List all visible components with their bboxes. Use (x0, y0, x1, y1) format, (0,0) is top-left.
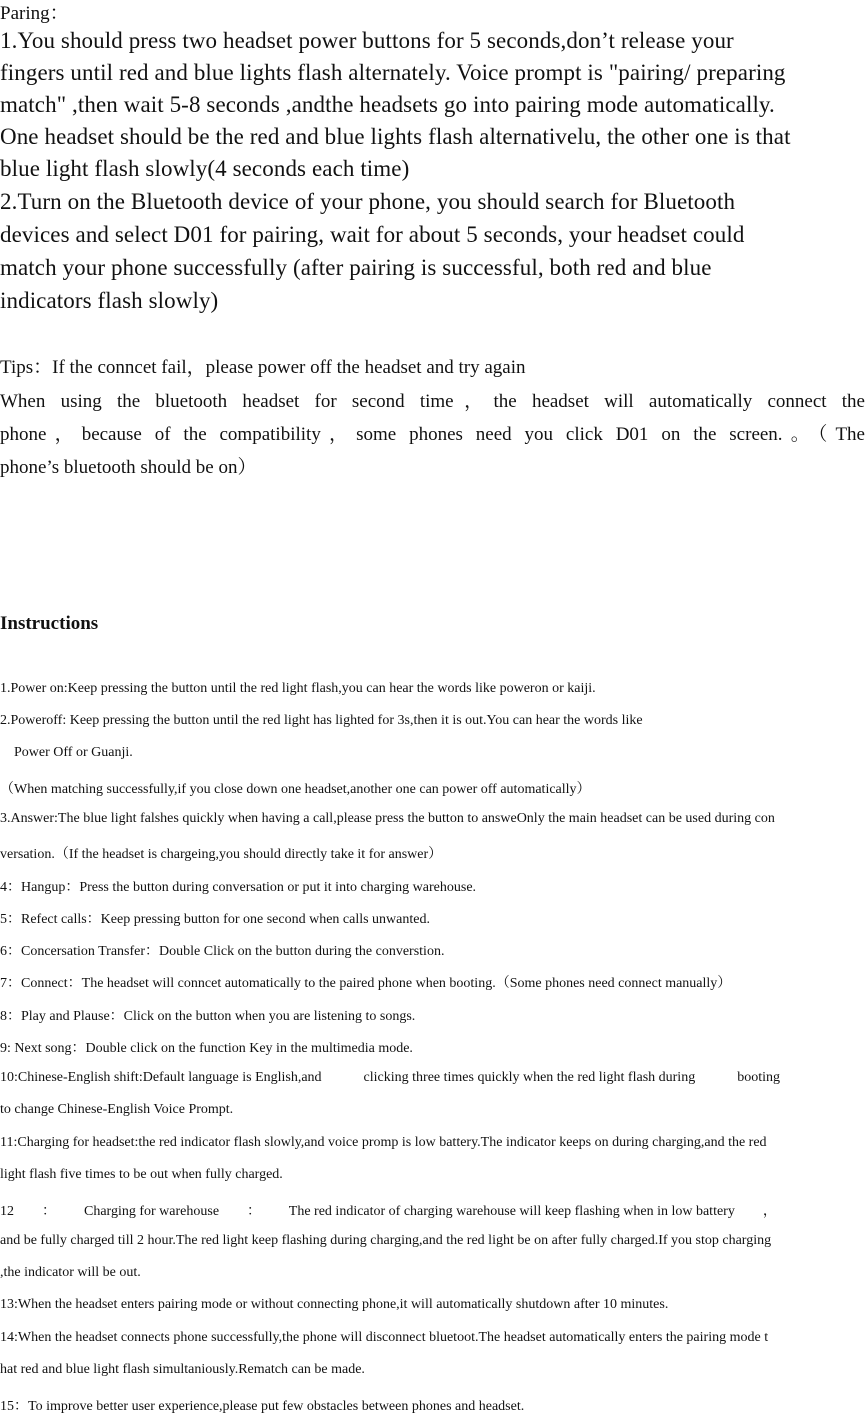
pairing-line: fingers until red and blue lights flash alternately. Voice prompt is "pairing/ preparing (0, 60, 786, 85)
instructions-title: Instructions (0, 613, 99, 634)
instruction-line: and be fully charged till 2 hour.The red light keep flashing during charging,and the red light be on after fully charged.If you stop charging (0, 1233, 772, 1248)
instruction-line: 1.Power on:Keep pressing the button until the red light flash,you can hear the words like poweron or kaiji. (0, 681, 596, 696)
instruction-line: 8：Play and Plause：Click on the button when you are listening to songs. (0, 1009, 416, 1024)
pairing-line: 1.You should press two headset power buttons for 5 seconds,don’t release your (0, 28, 734, 53)
instruction-line: （When matching successfully,if you close down one headset,another one can power off automatically） (0, 782, 591, 797)
instruction-line: 13:When the headset enters pairing mode or without connecting phone,it will automatically shutdown after 10 minutes. (0, 1297, 669, 1312)
instruction-line: hat red and blue light flash simultaniously.Rematch can be made. (0, 1362, 365, 1377)
instruction-line: 4：Hangup：Press the button during conversation or put it into charging warehouse. (0, 880, 477, 895)
tips-line: phone，because of the compatibility，some phones need you click D01 on the screen.。（The (0, 424, 865, 445)
pairing-heading: Paring： (0, 3, 69, 24)
pairing-line: devices and select D01 for pairing, wait for about 5 seconds, your headset could (0, 222, 745, 247)
pairing-line: blue light flash slowly(4 seconds each time) (0, 156, 410, 181)
pairing-line: One headset should be the red and blue lights flash alternativelu, the other one is that (0, 124, 791, 149)
instruction-line: 7：Connect：The headset will conncet automatically to the paired phone when booting.（Some phones need connect manually） (0, 976, 732, 991)
instruction-line: 14:When the headset connects phone successfully,the phone will disconnect bluetoot.The headset automatically enters the pairing mode t (0, 1330, 769, 1345)
instruction-line: ,the indicator will be out. (0, 1265, 141, 1280)
pairing-line: indicators flash slowly) (0, 288, 219, 313)
instruction-line: 6：Concersation Transfer：Double Click on the button during the converstion. (0, 944, 445, 959)
instruction-line: 10:Chinese-English shift:Default language is English,and clicking three times quickly when the red light flash during booting (0, 1070, 780, 1085)
instruction-line: 11:Charging for headset:the red indicator flash slowly,and voice promp is low battery.The indicator keeps on during charging,and the red (0, 1135, 767, 1150)
instruction-line: 9: Next song：Double click on the function Key in the multimedia mode. (0, 1041, 413, 1056)
pairing-line: match your phone successfully (after pairing is successful, both red and blue (0, 255, 712, 280)
instruction-line: 5：Refect calls：Keep pressing button for one second when calls unwanted. (0, 912, 430, 927)
instruction-line: light flash five times to be out when fully charged. (0, 1167, 283, 1182)
tips-line: When using the bluetooth headset for second time，the headset will automatically connect the (0, 391, 865, 412)
pairing-line: 2.Turn on the Bluetooth device of your phone, you should search for Bluetooth (0, 189, 736, 214)
instruction-line: Power Off or Guanji. (0, 745, 133, 760)
tips-line: Tips：If the conncet fail，please power off the headset and try again (0, 357, 526, 378)
tips-line: phone’s bluetooth should be on） (0, 457, 257, 478)
instruction-line: versation.（If the headset is chargeing,you should directly take it for answer） (0, 847, 443, 862)
instruction-line: 3.Answer:The blue light falshes quickly when having a call,please press the button to answeOnly the main headset can be used during con (0, 811, 775, 826)
instruction-line: to change Chinese-English Voice Prompt. (0, 1102, 234, 1117)
instruction-line: 2.Poweroff: Keep pressing the button until the red light has lighted for 3s,then it is out.You can hear the words like (0, 713, 643, 728)
pairing-line: match" ,then wait 5-8 seconds ,andthe headsets go into pairing mode automatically. (0, 92, 775, 117)
instruction-line: 12 ： Charging for warehouse ： The red indicator of charging warehouse will keep flashing when in low battery ， (0, 1204, 777, 1219)
instruction-line: 15：To improve better user experience,please put few obstacles between phones and headset. (0, 1399, 525, 1414)
